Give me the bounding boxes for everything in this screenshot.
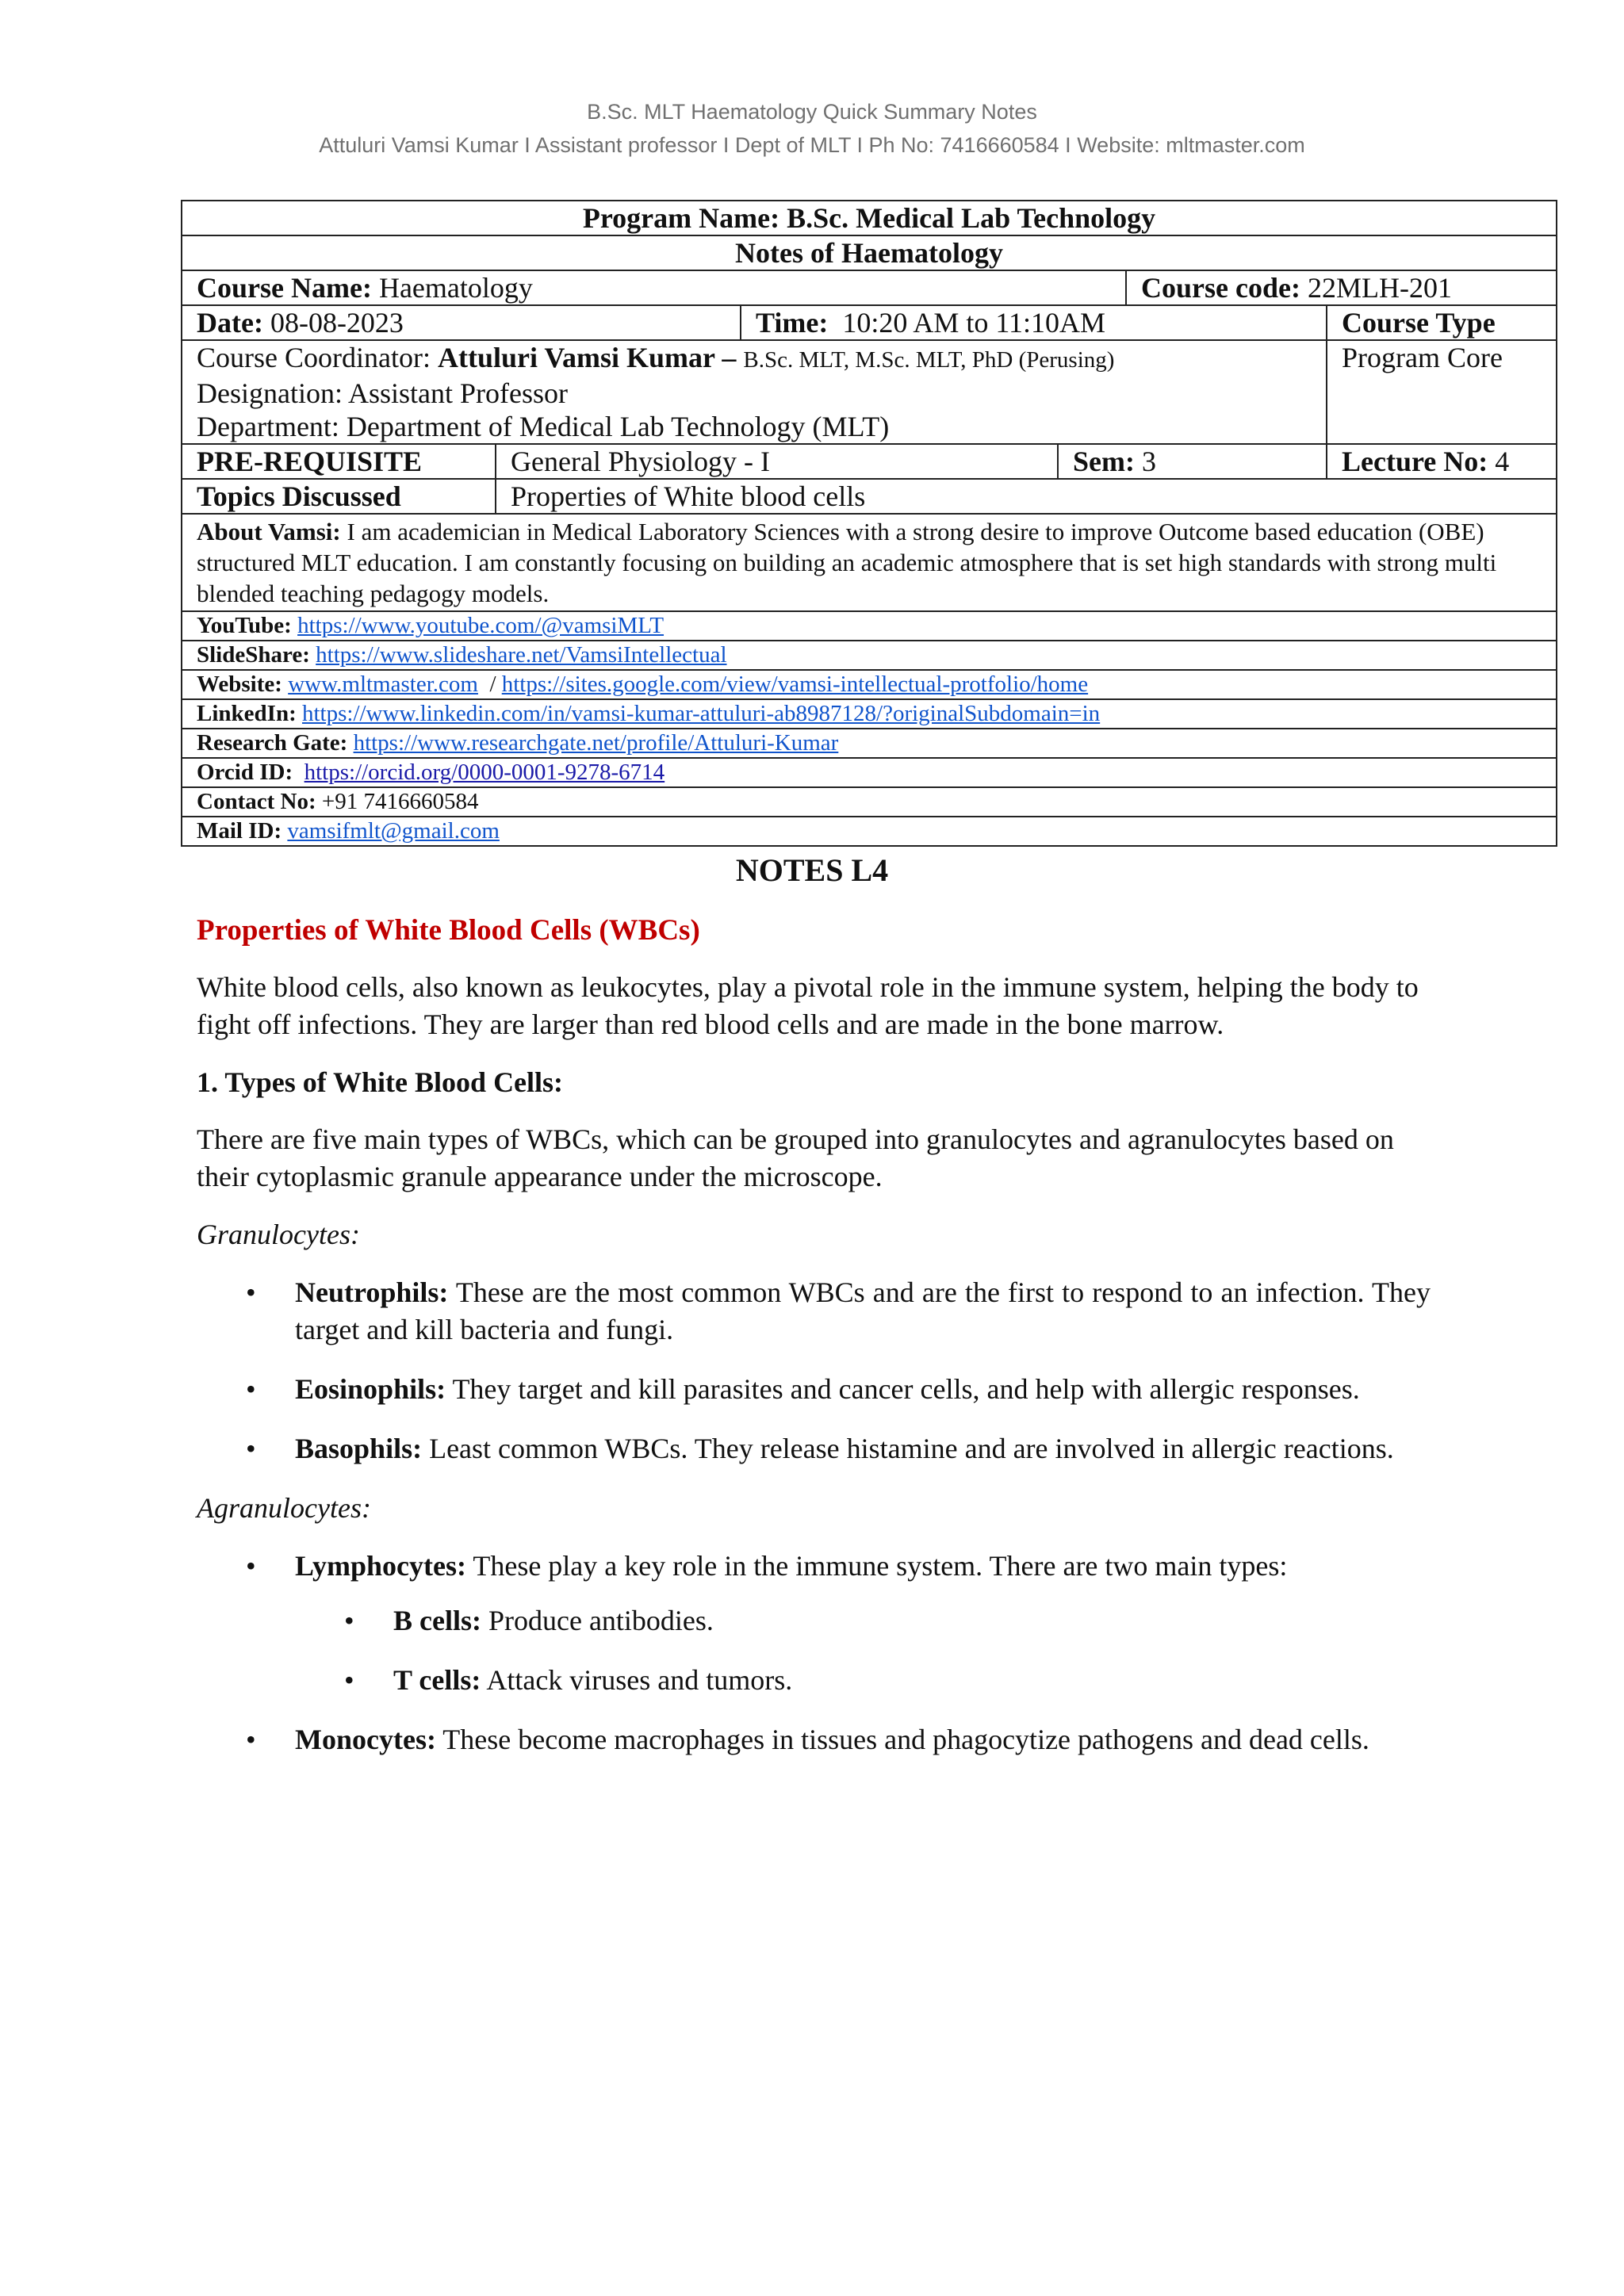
slideshare-link[interactable]: https://www.slideshare.net/VamsiIntellectual xyxy=(316,642,727,668)
date-cell: Date: 08-08-2023 xyxy=(182,305,496,340)
notes-title: NOTES L4 xyxy=(735,852,889,888)
notes-content xyxy=(197,912,1431,1781)
contact-number: +91 7416660584 xyxy=(321,789,479,814)
section-heading: Properties of White Blood Cells (WBCs) xyxy=(197,914,700,947)
linkedin-row: LinkedIn: https://www.linkedin.com/in/vamsi-kumar-attuluri-ab8987128/?originalSubdomain=in xyxy=(182,699,1557,729)
department: Department: Department of Medical Lab Technology (MLT) xyxy=(197,411,890,442)
researchgate-link[interactable]: https://www.researchgate.net/profile/Attuluri-Kumar xyxy=(353,730,839,756)
list-item: • T cells: Attack viruses and tumors. xyxy=(393,1662,1431,1699)
intro-paragraph: White blood cells, also known as leukocytes, play a pivotal role in the immune system, helping the body to fight off infections. They are larger than red blood cells and are made in the bone marrow. xyxy=(197,971,1419,1040)
contact-row: Contact No: +91 7416660584 xyxy=(182,787,1557,817)
granulocytes-label: Granulocytes: xyxy=(197,1219,360,1250)
header-author-line: Attuluri Vamsi Kumar I Assistant professor I Dept of MLT I Ph No: 7416660584 I Website: mltmaster.com xyxy=(319,133,1305,157)
website-row: Website: www.mltmaster.com / https://sites.google.com/view/vamsi-intellectual-protfolio/home xyxy=(182,670,1557,699)
linkedin-link[interactable]: https://www.linkedin.com/in/vamsi-kumar-attuluri-ab8987128/?originalSubdomain=in xyxy=(301,701,1101,726)
about-cell: About Vamsi: I am academician in Medical Laboratory Sciences with a strong desire to improve Outcome based education (OBE) structured MLT education. I am constantly focusing on building an academic atmosphere that is set high standards with strong multi blended teaching pedagogy models. xyxy=(182,514,1557,611)
researchgate-row: Research Gate: https://www.researchgate.net/profile/Attuluri-Kumar xyxy=(182,729,1557,758)
portfolio-link[interactable]: https://sites.google.com/view/vamsi-intellectual-protfolio/home xyxy=(501,672,1089,697)
prereq-value: General Physiology - I xyxy=(496,444,1058,479)
list-item: • Eosinophils: They target and kill parasites and cancer cells, and help with allergic responses. xyxy=(295,1371,1431,1408)
youtube-link[interactable]: https://www.youtube.com/@vamsiMLT xyxy=(297,613,665,638)
sem-cell: Sem: 3 xyxy=(1058,444,1327,479)
orcid-row: Orcid ID: https://orcid.org/0000-0001-9278-6714 xyxy=(182,758,1557,787)
mail-row: Mail ID: vamsifmlt@gmail.com xyxy=(182,817,1557,846)
list-item: • Monocytes: These become macrophages in tissues and phagocytize pathogens and dead cells. xyxy=(295,1721,1431,1758)
agranulocytes-label: Agranulocytes: xyxy=(197,1492,371,1524)
page-header xyxy=(0,95,1624,162)
lecture-cell: Lecture No: 4 xyxy=(1327,444,1557,479)
program-row xyxy=(182,201,1557,235)
notes-of: Notes of Haematology xyxy=(182,235,1557,270)
course-info-table xyxy=(181,200,1557,847)
course-type-value: Program Core xyxy=(1327,340,1557,444)
time-cell: Time: 10:20 AM to 11:10AM xyxy=(741,305,1327,340)
prereq-label: PRE-REQUISITE xyxy=(182,444,496,479)
mail-link[interactable]: vamsifmlt@gmail.com xyxy=(287,818,500,844)
coordinator-cell: Course Coordinator: Attuluri Vamsi Kumar – B.Sc. MLT, M.Sc. MLT, PhD (Perusing) Designation: Assistant Professor Department: Department of Medical Lab Technology (MLT) xyxy=(182,340,1327,444)
about-row xyxy=(182,514,1557,611)
orcid-link[interactable]: https://orcid.org/0000-0001-9278-6714 xyxy=(304,760,665,785)
list-item: • Neutrophils: These are the most common WBCs and are the first to respond to an infection. They target and kill bacteria and fungi. xyxy=(295,1274,1431,1349)
prereq-row xyxy=(182,444,1557,479)
designation: Designation: Assistant Professor xyxy=(197,377,568,409)
header-title: B.Sc. MLT Haematology Quick Summary Notes xyxy=(587,100,1037,124)
notes-row xyxy=(182,235,1557,270)
youtube-row: YouTube: https://www.youtube.com/@vamsiMLT xyxy=(182,611,1557,641)
date-row xyxy=(182,305,1557,340)
coordinator-row xyxy=(182,340,1557,444)
course-code-cell: Course code: 22MLH-201 xyxy=(1126,270,1557,305)
lymphocyte-types-list xyxy=(295,1602,1431,1699)
topics-value: Properties of White blood cells xyxy=(496,479,1557,514)
program-name: Program Name: B.Sc. Medical Lab Technology xyxy=(182,201,1557,235)
granulocytes-list xyxy=(197,1274,1431,1468)
topics-label: Topics Discussed xyxy=(182,479,496,514)
website-link[interactable]: www.mltmaster.com xyxy=(288,672,478,697)
list-item: • Basophils: Least common WBCs. They release histamine and are involved in allergic reactions. xyxy=(295,1430,1431,1468)
slideshare-row: SlideShare: https://www.slideshare.net/VamsiIntellectual xyxy=(182,641,1557,670)
types-heading: 1. Types of White Blood Cells: xyxy=(197,1066,564,1098)
types-paragraph: There are five main types of WBCs, which can be grouped into granulocytes and agranulocytes based on their cytoplasmic granule appearance under the microscope. xyxy=(197,1123,1394,1192)
agranulocytes-list xyxy=(197,1548,1431,1758)
course-row xyxy=(182,270,1557,305)
list-item: • Lymphocytes: These play a key role in the immune system. There are two main types: • B cells: Produce antibodies. • T cells: Attack viruses and tumors. xyxy=(295,1548,1431,1699)
topics-row xyxy=(182,479,1557,514)
course-type-label: Course Type xyxy=(1327,305,1557,340)
course-name-cell: Course Name: Haematology xyxy=(182,270,1126,305)
list-item: • B cells: Produce antibodies. xyxy=(393,1602,1431,1640)
